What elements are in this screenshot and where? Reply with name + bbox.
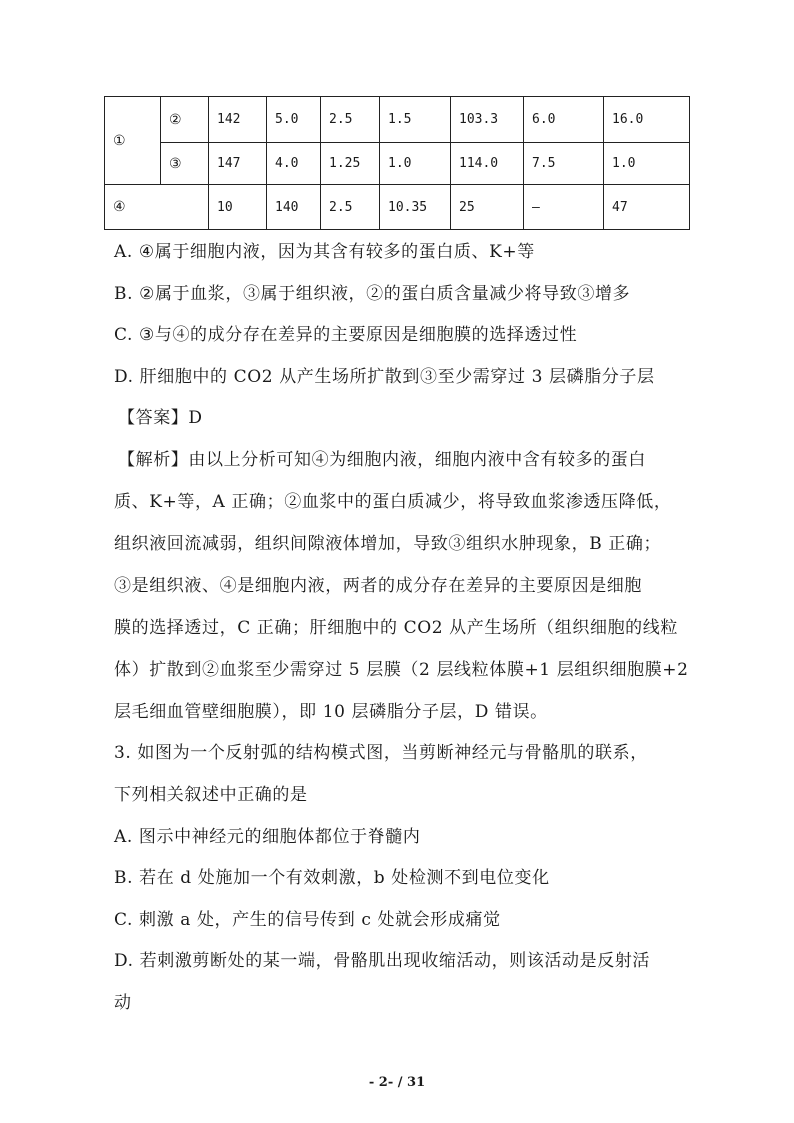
table-cell: 25 xyxy=(451,185,524,230)
analysis-line: 【解析】由以上分析可知④为细胞内液，细胞内液中含有较多的蛋白 xyxy=(118,450,646,470)
table-row xyxy=(105,97,690,143)
table-cell: 4.0 xyxy=(267,143,321,185)
analysis-line: 质、K+等，A 正确；②血浆中的蛋白质减少，将导致血浆渗透压降低， xyxy=(114,492,672,512)
option-b: B. ②属于血浆，③属于组织液，②的蛋白质含量减少将导致③增多 xyxy=(114,284,631,304)
ion-composition-table xyxy=(104,96,690,230)
table-row-label: ③ xyxy=(161,143,209,185)
option-c: C. ③与④的成分存在差异的主要原因是细胞膜的选择透过性 xyxy=(114,325,578,345)
page-number: - 2- / 31 xyxy=(368,1075,426,1090)
table-cell: 1.5 xyxy=(380,97,451,143)
analysis-line: 层毛细血管壁细胞膜），即 10 层磷脂分子层，D 错误。 xyxy=(114,702,548,722)
option-d: D. 肝细胞中的 CO2 从产生场所扩散到③至少需穿过 3 层磷脂分子层 xyxy=(114,367,655,387)
analysis-line: 膜的选择透过，C 正确；肝细胞中的 CO2 从产生场所（组织细胞的线粒 xyxy=(114,618,678,638)
option-d: D. 若刺激剪断处的某一端，骨骼肌出现收缩活动，则该活动是反射活 xyxy=(114,951,651,971)
table-row-label: ② xyxy=(161,97,209,143)
table-cell: 142 xyxy=(209,97,267,143)
table-cell: 1.0 xyxy=(380,143,451,185)
question-stem: 下列相关叙述中正确的是 xyxy=(114,785,308,805)
table-cell: 1.0 xyxy=(604,143,690,185)
table-row-label: ④ xyxy=(105,185,209,230)
table-cell: 6.0 xyxy=(524,97,604,143)
table-cell: 10 xyxy=(209,185,267,230)
table-cell: 140 xyxy=(267,185,321,230)
option-a: A. 图示中神经元的细胞体都位于脊髓内 xyxy=(114,827,421,847)
option-a: A. ④属于细胞内液，因为其含有较多的蛋白质、K+等 xyxy=(114,242,535,262)
table-cell: 2.5 xyxy=(321,97,380,143)
analysis-line: 组织液回流减弱，组织间隙液体增加，导致③组织水肿现象，B 正确； xyxy=(114,534,662,554)
option-b: B. 若在 d 处施加一个有效刺激，b 处检测不到电位变化 xyxy=(114,868,550,888)
answer: 【答案】D xyxy=(118,408,203,428)
table-cell: 5.0 xyxy=(267,97,321,143)
table-cell: — xyxy=(524,185,604,230)
option-d-continuation: 动 xyxy=(114,993,132,1013)
question-stem: 3. 如图为一个反射弧的结构模式图，当剪断神经元与骨骼肌的联系， xyxy=(114,743,648,763)
table-cell: 2.5 xyxy=(321,185,380,230)
analysis-line: 体）扩散到②血浆至少需穿过 5 层膜（2 层线粒体膜+1 层组织细胞膜+2 xyxy=(114,660,689,680)
analysis-line: ③是组织液、④是细胞内液，两者的成分存在差异的主要原因是细胞 xyxy=(114,576,642,596)
table-cell: 7.5 xyxy=(524,143,604,185)
table-cell: 10.35 xyxy=(380,185,451,230)
option-c: C. 刺激 a 处，产生的信号传到 c 处就会形成痛觉 xyxy=(114,910,501,930)
table-cell: 47 xyxy=(604,185,690,230)
table-group-label: ① xyxy=(105,97,161,185)
table-row xyxy=(105,143,690,185)
table-row xyxy=(105,185,690,230)
table-cell: 147 xyxy=(209,143,267,185)
table-cell: 103.3 xyxy=(451,97,524,143)
table-cell: 16.0 xyxy=(604,97,690,143)
table-cell: 114.0 xyxy=(451,143,524,185)
table-cell: 1.25 xyxy=(321,143,380,185)
